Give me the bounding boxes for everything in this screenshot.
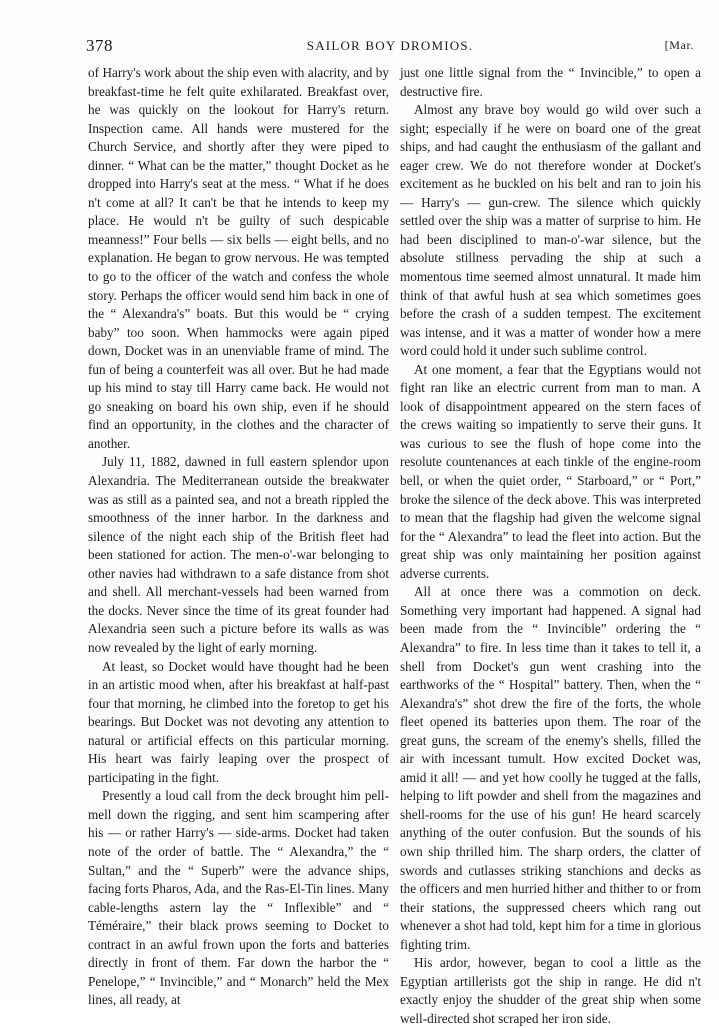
paragraph: At least, so Docket would have thought had he been in an artistic mood when, after his breakfast at half-past four that morning, he climbed into the foretop to get his bearings. But Docket was not devoting any attention to natural or artificial effects on this particular morning. His heart was fairly leaping over the prospect of participating in the fight. — [88, 658, 389, 785]
paragraph: At one moment, a fear that the Egyptians would not fight ran like an electric current from man to man. A look of disappointment appeared on the stern faces of the crews waiting so impatiently to serve their guns. It was curious to see the flush of hope come into the resolute countenances at each tinkle of the engine-room bell, or when the quiet order, “ Starboard,” or “ Port,” broke the silence of the deck above. This was interpreted to mean that the flagship had given the welcome signal for the “ Alexandra” to lead the fleet into action. But the great ship was only maintaining her position against adverse currents. — [400, 361, 701, 581]
paragraph: July 11, 1882, dawned in full eastern splendor upon Alexandria. The Mediterranean outside the breakwater was as still as a painted sea, and not a breath rippled the smoothness of the inner harbor. In the darkness and silence of the night each ship of the British fleet had been stationed for action. The men-o'-war belonging to other navies had withdrawn to a safe distance from shot and shell. All merchant-vessels had been warned from the docks. Never since the time of its great founder had Alexandria seen such a picture before its walls as was now revealed by the light of early morning. — [88, 454, 389, 655]
running-head — [86, 36, 694, 60]
running-title: SAILOR BOY DROMIOS. — [306, 38, 474, 53]
paragraph-continued: of Harry's work about the ship even with alacrity, and by breakfast-time he felt quite exhilarated. Breakfast over, he was quickly on the lookout for Harry's return. Inspection came. All hands were mustered for the Church Service, and shortly after they were piped to dinner. “ What can be the matter,” thought Docket as he dropped into Harry's seat at the mess. “ What if he does n't come at all? It can't be that he intends to keep my place. He would n't be guilty of such despicable meanness!” Four bells — six bells — eight bells, and no explanation. He began to grow nervous. He was tempted to go to the officer of the watch and confess the whole story. Perhaps the officer would send him back in one of the “ Alexandra's” boats. But this would be “ crying baby” too soon. When hammocks were again piped down, Docket was in an unenviable frame of mind. The fun of being a counterfeit was all over. But he had made up his mind to stay till Harry came back. He would not go sneaking on board his own ship, even if he should find an opportunity, in the clothes and the character of another. — [88, 65, 389, 451]
paragraph-continued: just one little signal from the “ Invincible,” to open a destructive fire. — [400, 65, 701, 99]
paragraph: All at once there was a commotion on deck. Something very important had happened. A signal had been made from the “ Invincible” ordering the “ Alexandra” to fire. In less time than it takes to tell it, a shell from Docket's gun went crashing into the earthworks of the “ Hospital” battery. Then, when the “ Alexandra's” shot drew the fire of the forts, the whole fleet opened its batteries upon them. The roar of the great guns, the scream of the enemy's shells, filled the air with incessant tumult. How excited Docket was, amid it all! — and yet how coolly he tugged at the falls, helping to lift powder and shell from the magazines and shell-rooms for the use of his gun! He heard scarcely anything of the outer confusion. But the sounds of his own ship thrilled him. The sharp orders, the clatter of swords and cutlasses striking stanchions and decks as the officers and men hurried hither and thither to or from their stations, the suppressed cheers which rang out whenever a shot had told, kept him for a time in glorious fighting trim. — [400, 584, 701, 952]
issue-label: [Mar. — [664, 38, 694, 52]
left-column — [88, 64, 389, 1010]
paragraph: Presently a loud call from the deck brought him pell-mell down the rigging, and sent him scampering after his — or rather Harry's — side-arms. Docket had taken note of the order of battle. The “ Alexandra,” the “ Sultan,” and the “ Superb” were the advance ships, facing forts Pharos, Ada, and the Ras-El-Tin lines. Many cable-lengths astern lay the “ Inflexible” and “ Téméraire,” their black prows seeming to Docket to contract in an awful frown upon the forts and batteries directly in front of them. Far down the harbor the “ Penelope,” “ Invincible,” and “ Monarch” held the Mex lines, all ready, at — [88, 788, 389, 1008]
paragraph: Almost any brave boy would go wild over such a sight; especially if he were on board one of the great ships, and had caught the enthusiasm of the gallant and eager crew. We do not therefore wonder at Docket's excitement as he buckled on his belt and ran to join his — Harry's — gun-crew. The silence which quickly settled over the ship was a matter of surprise to him. He had been disciplined to man-o'-war silence, but the absolute stillness pervading the ship at such a momentous time seemed almost unnatural. It made him think of that awful hush at sea which sometimes goes before the crash of a sudden tempest. The excitement was intense, and it was a matter of wonder how a mere word could hold it under such sublime control. — [400, 102, 701, 359]
paragraph: His ardor, however, began to cool a little as the Egyptian artillerists got the ship in range. He did n't exactly enjoy the shudder of the great ship when some well-directed shot scraped her iron side. — [400, 955, 701, 1026]
page-number: 378 — [86, 36, 113, 55]
right-column — [400, 64, 701, 1028]
